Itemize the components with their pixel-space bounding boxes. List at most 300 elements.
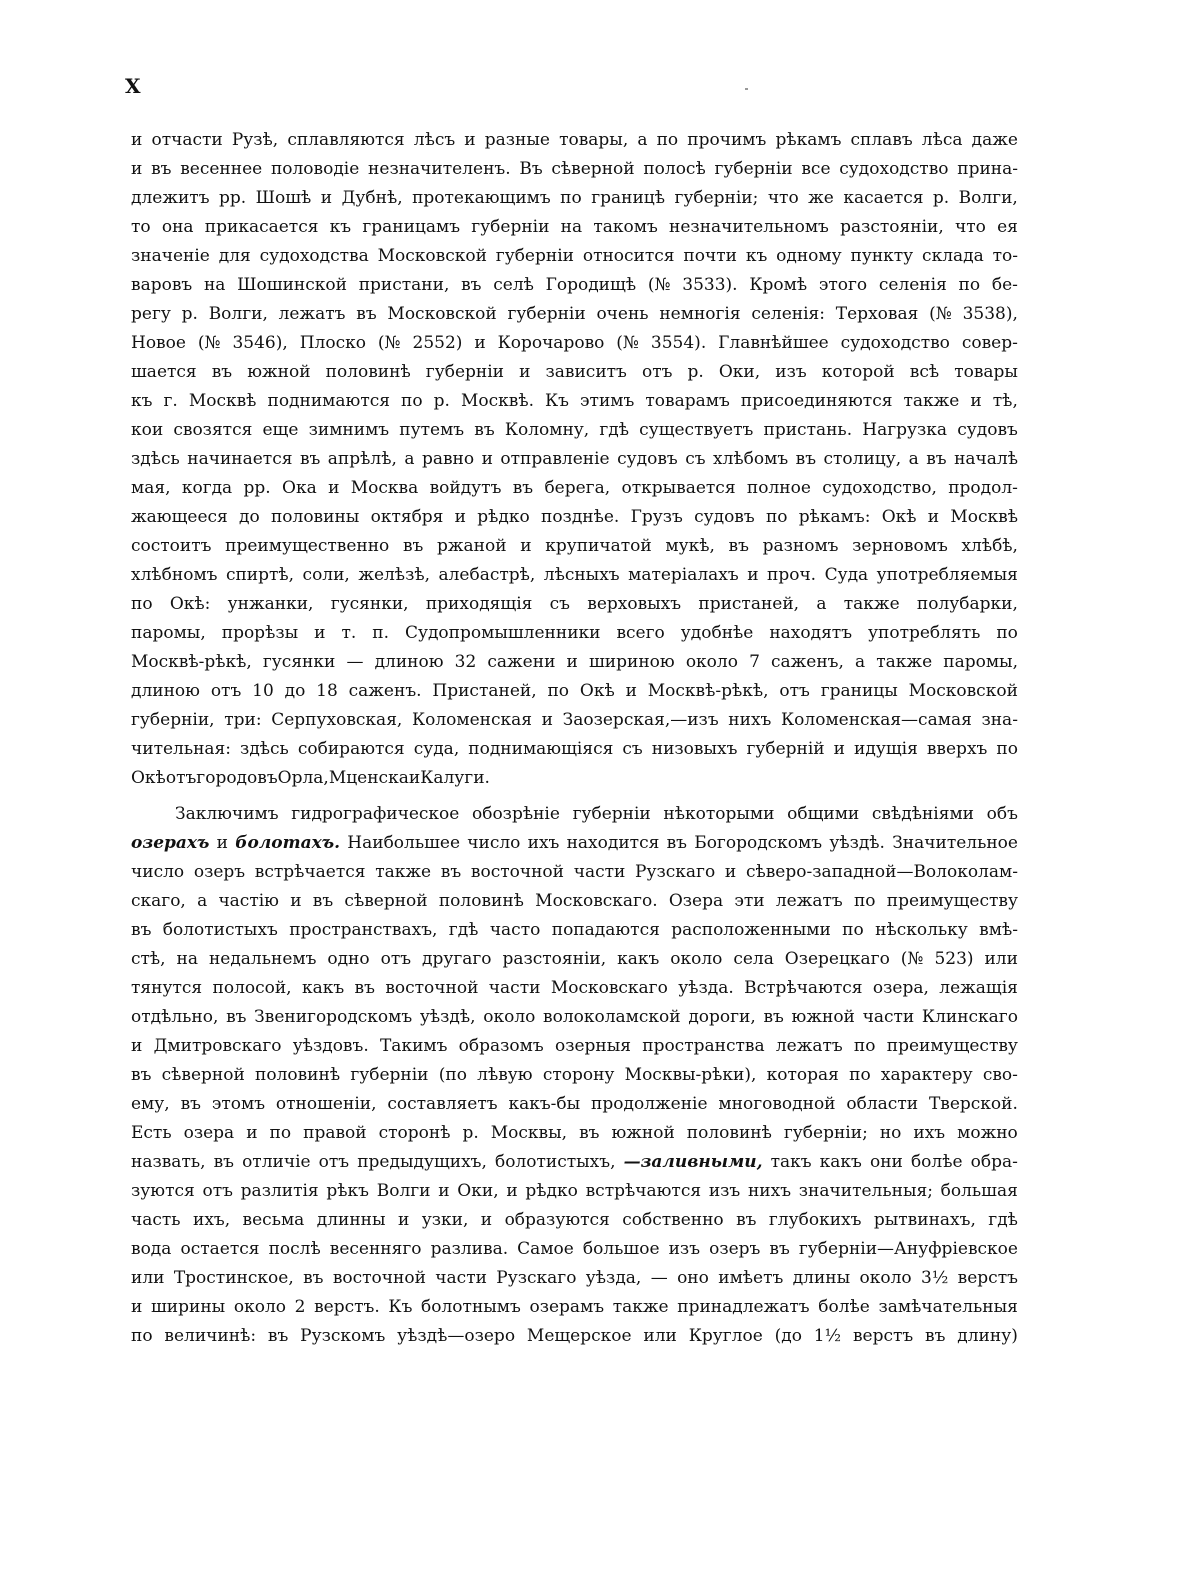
word: и [566, 652, 578, 672]
word: ихъ [527, 833, 560, 853]
word: длежитъ [131, 188, 210, 208]
word: по [958, 275, 981, 295]
paragraph-2 [131, 800, 1018, 1351]
word: и [328, 478, 340, 498]
word: Ока [282, 478, 317, 498]
word: судоходства [259, 246, 369, 266]
word: регу [131, 304, 171, 324]
word: по [547, 681, 570, 701]
word: половинѣ [686, 1123, 772, 1143]
word: въ [226, 1007, 247, 1027]
word: но [879, 1123, 902, 1143]
word: въ [769, 1239, 790, 1259]
word: по [131, 594, 153, 614]
word: Московской [387, 304, 497, 324]
word: въ [763, 1007, 784, 1027]
text-line [131, 619, 1018, 648]
word: Волги, [958, 188, 1018, 208]
word: болотистыхъ [162, 920, 278, 940]
word: Москвѣ [188, 391, 257, 411]
word: находятъ [769, 623, 853, 643]
word: а [855, 652, 866, 672]
italic-word-lakes: озерахъ [131, 833, 210, 853]
word: товарамъ [645, 391, 730, 411]
word: зерновомъ [852, 536, 948, 556]
word: въ [354, 978, 375, 998]
text-line [131, 1322, 1018, 1351]
word: зимнимъ [308, 420, 390, 440]
word: на [203, 275, 226, 295]
word: удобнѣе [680, 623, 754, 643]
word: разные [484, 130, 550, 150]
word: и [506, 1181, 518, 1201]
word: величинѣ: [164, 1326, 257, 1346]
word: шириною [588, 652, 675, 672]
word: замѣчательныя [878, 1297, 1018, 1317]
word: губерніи [425, 362, 504, 382]
word: Звенигородскомъ [254, 1007, 413, 1027]
word: саженъ, [771, 652, 844, 672]
text-line [131, 800, 1018, 829]
word: хлѣбномъ [131, 565, 218, 585]
word: болѣе [818, 1297, 870, 1317]
word: Коломенская—самая [781, 710, 972, 730]
word: пространства [642, 1036, 765, 1056]
word: и [438, 1181, 450, 1201]
word: значеніе [131, 246, 210, 266]
word: до [284, 681, 306, 701]
word: одно [327, 949, 370, 969]
word: отъ [318, 1152, 350, 1172]
word: или [643, 1326, 677, 1346]
word: лѣвую [477, 1065, 533, 1085]
word: уѣздовъ. [292, 1036, 369, 1056]
word: селѣ [493, 275, 534, 295]
word: здѣсь [131, 449, 180, 469]
word: въ [299, 449, 321, 469]
word: и [541, 710, 553, 730]
word: Волги, [208, 304, 268, 324]
word: сѣверо-западной—Волоколам- [745, 862, 1018, 882]
word: какъ [617, 949, 660, 969]
word: Шошѣ [255, 188, 312, 208]
word: 18 [316, 681, 338, 701]
word: и [131, 130, 143, 150]
word: число [467, 833, 521, 853]
word: губерніи [572, 804, 651, 824]
word: ширины [150, 1297, 226, 1317]
word: часть [131, 1210, 181, 1230]
word: и [454, 507, 467, 527]
word: Значительное [892, 833, 1018, 853]
word: Рузскаго [635, 862, 716, 882]
word: этомъ [211, 1094, 266, 1114]
word: сторонѣ [378, 1123, 451, 1143]
word: городовъ [196, 768, 278, 788]
word: пристаней, [698, 594, 800, 614]
text-line [131, 1206, 1018, 1235]
word: Волги [376, 1181, 431, 1201]
word: которой [821, 362, 895, 382]
word: верховыхъ [587, 594, 682, 614]
word: на [560, 217, 583, 237]
text-line [131, 887, 1018, 916]
word: идущія [854, 739, 918, 759]
word: въ [211, 362, 233, 382]
word: озерныя [554, 1036, 631, 1056]
word: сторону [542, 1065, 615, 1085]
word: къ [329, 217, 352, 237]
word: Озерецкаго [784, 949, 890, 969]
word: озерамъ [529, 1297, 605, 1317]
word: Мценска [328, 768, 409, 788]
word: Новое [131, 333, 186, 353]
word: — [650, 1268, 668, 1288]
word: какъ [301, 978, 345, 998]
word: ему, [131, 1094, 170, 1114]
word: также [843, 594, 900, 614]
word: Москвѣ-рѣкѣ, [647, 681, 769, 701]
word: то [131, 217, 151, 237]
word: разстояніи, [502, 949, 607, 969]
word: Москвѣ-рѣкѣ, [131, 652, 252, 672]
text-line [131, 916, 1018, 945]
word: губерніи [471, 217, 550, 237]
text-line [131, 735, 1018, 764]
word: обозрѣніе [471, 804, 560, 824]
word: полосѣ [643, 159, 706, 179]
word: съ [549, 594, 570, 614]
word: открывается [621, 478, 736, 498]
word: и [625, 681, 637, 701]
word: гдѣ [988, 1210, 1018, 1230]
word: продолженіе [591, 1094, 708, 1114]
word: встрѣчаются [585, 1181, 702, 1201]
word: Главнѣйшее [718, 333, 829, 353]
word: бе- [991, 275, 1018, 295]
word: и [314, 623, 326, 643]
word: Серпуховская, [271, 710, 403, 730]
word: принадлежатъ [677, 1297, 810, 1317]
word: разномъ [762, 536, 839, 556]
word: Наибольшее [347, 833, 461, 853]
word: пространствахъ, [289, 920, 438, 940]
word: тянутся [131, 978, 203, 998]
word: немногія [659, 304, 741, 324]
word: три: [224, 710, 262, 730]
word: губерніи; [674, 188, 759, 208]
word: судовъ [694, 507, 755, 527]
word: что [767, 188, 799, 208]
word: болотнымъ [421, 1297, 521, 1317]
page-number: X [125, 74, 141, 98]
text-line [131, 829, 1018, 858]
word: съ [622, 739, 643, 759]
word: лѣсныхъ [543, 565, 620, 585]
word: (№ [197, 333, 221, 353]
word: Нагрузка [862, 420, 948, 440]
word: въ [303, 1268, 324, 1288]
word: кои [131, 420, 164, 440]
word: гидрографическое [291, 804, 460, 824]
word: для [218, 246, 251, 266]
word: число [131, 862, 185, 882]
word: товары [954, 362, 1018, 382]
word: по [765, 507, 788, 527]
word: въ [461, 275, 482, 295]
text-line [131, 677, 1018, 706]
word: отъ [165, 768, 197, 788]
word: въ [440, 862, 462, 882]
word: другаго [421, 949, 492, 969]
word: паромы, [943, 652, 1018, 672]
word: сѣверной [161, 1065, 245, 1085]
word: Клинскаго [921, 1007, 1018, 1027]
word: 523) [934, 949, 974, 969]
word: по [842, 920, 864, 940]
word: товары, [559, 130, 629, 150]
word: ихъ [913, 1123, 946, 1143]
word: въ [312, 891, 334, 911]
scan-speck [745, 88, 748, 90]
text-line [131, 1090, 1018, 1119]
word: даже [971, 130, 1018, 150]
word: Московской [908, 681, 1018, 701]
word: можно [957, 1123, 1018, 1143]
word: въ [474, 420, 495, 440]
word: какъ-бы [508, 1094, 581, 1114]
paragraph-gap [131, 793, 1018, 800]
word: расположенными [671, 920, 831, 940]
word: губерніи; [783, 1123, 868, 1143]
word: 7 [749, 652, 760, 672]
word: Судопромышленники [404, 623, 601, 643]
word: озеръ [709, 1239, 761, 1259]
text-line [131, 1235, 1018, 1264]
word: войдутъ [429, 478, 502, 498]
paragraph-2-lines-a [131, 858, 1018, 1148]
word: 3533). [682, 275, 738, 295]
word: и [970, 391, 982, 411]
word: уѣзда. [678, 978, 734, 998]
text-line [131, 706, 1018, 735]
word: или [984, 949, 1018, 969]
word: очень [596, 304, 649, 324]
word: существуетъ [639, 420, 754, 440]
word: еще [262, 420, 299, 440]
word: мукѣ, [665, 536, 715, 556]
text-line [131, 590, 1018, 619]
word: границѣ [591, 188, 665, 208]
text-line [131, 1264, 1018, 1293]
italic-word-swamps: болотахъ. [235, 833, 341, 853]
word: образомъ [458, 1036, 544, 1056]
word: составляетъ [387, 1094, 498, 1114]
word: Рузскаго [496, 1268, 577, 1288]
word: лежатъ [775, 891, 843, 911]
text-line [131, 974, 1018, 1003]
word: въ [512, 478, 534, 498]
word: же [808, 188, 834, 208]
word: половодіе [270, 159, 360, 179]
word: южной [791, 1007, 855, 1027]
word: назвать, [131, 1152, 206, 1172]
word: стѣ, [131, 949, 166, 969]
word: Коломну, [504, 420, 590, 440]
word: лѣсъ [413, 130, 456, 150]
word: къ [745, 246, 768, 266]
word: и [131, 1297, 143, 1317]
word: а [404, 449, 415, 469]
word: Встрѣчаются [744, 978, 863, 998]
word: многоводной [718, 1094, 836, 1114]
word: половины [270, 507, 360, 527]
word: сплавъ [850, 130, 913, 150]
word: (№ [616, 333, 640, 353]
word: когда [181, 478, 233, 498]
word: верстъ. [314, 1297, 380, 1317]
word: губерніи [507, 304, 586, 324]
word: разлива. [430, 1239, 509, 1259]
word: (№ [929, 304, 952, 324]
word: а [637, 130, 648, 150]
word: паромы, [131, 623, 206, 643]
word: (по [438, 1065, 467, 1085]
word: варовъ [131, 275, 193, 295]
word: предыдущихъ, [357, 1152, 487, 1172]
word: рѣдко [477, 507, 530, 527]
word: Круглое [688, 1326, 763, 1346]
text-line [131, 445, 1018, 474]
word: продол- [948, 478, 1018, 498]
word: Заозерская,—изъ [562, 710, 719, 730]
word: по [401, 391, 423, 411]
word: отъ [202, 1181, 233, 1201]
word: по [560, 188, 582, 208]
word: лежащія [939, 978, 1018, 998]
word: такомъ [593, 217, 658, 237]
length-value: 3½ [921, 1268, 949, 1288]
word: она [161, 217, 194, 237]
word: шается [131, 362, 197, 382]
word: также [375, 862, 432, 882]
word: нихъ [728, 710, 772, 730]
word: столицу, [823, 449, 902, 469]
word: по [656, 130, 679, 150]
word: преимуществу [886, 891, 1018, 911]
word: гдѣ [599, 420, 630, 440]
word: лежатъ [278, 304, 346, 324]
word: судоходство [839, 159, 949, 179]
text-line [131, 474, 1018, 503]
word: рр. [218, 188, 247, 208]
word: съ [685, 449, 706, 469]
word: сплавляются [287, 130, 405, 150]
word: и [408, 768, 421, 788]
word: губерніи [495, 246, 574, 266]
word: Москва [350, 478, 419, 498]
word: протекающимъ [412, 188, 551, 208]
word: что [954, 217, 986, 237]
word: желѣзѣ, [358, 565, 430, 585]
word: длинны [316, 1210, 386, 1230]
word: р. [433, 391, 450, 411]
paragraph-1 [131, 126, 1018, 793]
word: пристани, [358, 275, 450, 295]
word: и [747, 565, 759, 585]
word: отъ [641, 362, 673, 382]
word: сѣверной [344, 891, 428, 911]
word: имѣетъ [718, 1268, 784, 1288]
word: чительная: [131, 739, 232, 759]
word: рытвинахъ, [873, 1210, 976, 1230]
word: 32 [454, 652, 477, 672]
word: части [862, 1007, 915, 1027]
word: касается [843, 188, 924, 208]
length-value: 1½ [813, 1326, 842, 1346]
text-line [131, 764, 1018, 793]
word: зуются [131, 1181, 195, 1201]
word: которая [766, 1065, 839, 1085]
word: къ [131, 391, 153, 411]
word: въ [728, 536, 749, 556]
word: губерніи [350, 1065, 429, 1085]
word: по [131, 1326, 153, 1346]
text-line [131, 1148, 1018, 1177]
word: алебастрѣ, [438, 565, 536, 585]
word: употребляемыя [876, 565, 1018, 585]
word: частію [218, 891, 279, 911]
word: сажени [487, 652, 556, 672]
text-line [131, 242, 1018, 271]
word: эти [734, 891, 765, 911]
word: села [733, 949, 774, 969]
word: какъ [819, 1152, 862, 1172]
word: нихъ [747, 1181, 792, 1201]
word: Окѣ: [169, 594, 211, 614]
text-line [131, 358, 1018, 387]
word: Москвѣ. [460, 391, 534, 411]
word: и [320, 188, 333, 208]
word: въ [402, 536, 424, 556]
word: (№ [647, 275, 671, 295]
word: весьма [242, 1210, 305, 1230]
word: Озера [668, 891, 724, 911]
word: половинѣ [325, 362, 411, 382]
word: нѣкоторыми [663, 804, 775, 824]
word: Московской [377, 246, 487, 266]
word: полубарки, [916, 594, 1018, 614]
word: то- [992, 246, 1018, 266]
word: образуются [504, 1210, 610, 1230]
text-line [131, 945, 1018, 974]
word: прикасается [204, 217, 319, 237]
word: Коломенская [411, 710, 533, 730]
word: уѣздѣ. [829, 833, 885, 853]
word: губерніи—Ануфріевское [798, 1239, 1018, 1259]
word: губерніи [714, 159, 793, 179]
word: отъ [210, 681, 242, 701]
word: и [131, 1036, 143, 1056]
text-line [131, 329, 1018, 358]
text-line [131, 532, 1018, 561]
word: скаго, [131, 891, 186, 911]
text-line [131, 561, 1018, 590]
word: по [849, 1065, 871, 1085]
word: Тростинское, [173, 1268, 294, 1288]
text-line [131, 126, 1018, 155]
word: рѣкамъ: [798, 507, 871, 527]
